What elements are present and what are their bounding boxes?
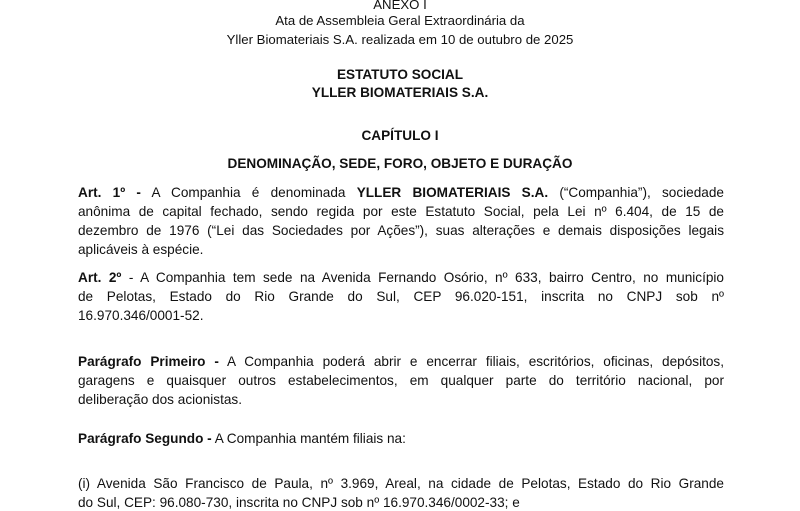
paragraph-second-line: [78, 429, 724, 448]
branch-item-1: [78, 474, 724, 511]
branch-item-1-line: (i) Avenida São Francisco de Paula, nº 3.969, Areal, na cidade de Pelotas, Estado do Rio Grande: [78, 476, 724, 491]
annex-label: ANEXO I: [373, 0, 427, 12]
article-2-line: de Pelotas, Estado do Rio Grande do Sul, CEP 96.020-151, inscrita no CNPJ sob nº: [78, 289, 724, 304]
statute-title: ESTATUTO SOCIAL: [336, 67, 464, 82]
paragraph-first-text: A Companhia poderá abrir e encerrar filiais, escritórios, oficinas, depósitos,: [218, 354, 724, 369]
chapter-label: CAPÍTULO I: [361, 128, 439, 143]
company-name: YLLER BIOMATERIAIS S.A.: [356, 185, 549, 200]
paragraph-first-lead: Parágrafo Primeiro -: [78, 354, 219, 369]
paragraph-first-line: garagens e quaisquer outros estabelecimentos, em qualquer parte do território nacional, por: [78, 373, 724, 388]
article-1-line: aplicáveis à espécie.: [78, 242, 204, 257]
paragraph-second-text: A Companhia mantém filiais na:: [211, 431, 406, 446]
minutes-subtitle: Yller Biomateriais S.A. realizada em 10 de outubro de 2025: [226, 32, 574, 47]
article-2-lead: Art. 2º: [78, 270, 122, 285]
paragraph-second: [78, 429, 724, 448]
paragraph-first: [78, 352, 724, 409]
minutes-title: Ata de Assembleia Geral Extraordinária da: [275, 13, 525, 28]
article-1: [78, 183, 724, 259]
paragraph-first-line: deliberação dos acionistas.: [78, 392, 242, 407]
article-2-text: - A Companhia tem sede na Avenida Fernando Osório, nº 633, bairro Centro, no município: [121, 270, 724, 285]
chapter-subtitle: DENOMINAÇÃO, SEDE, FORO, OBJETO E DURAÇÃO: [227, 156, 573, 171]
article-1-text: (“Companhia”), sociedade: [548, 185, 724, 200]
article-2-line: [78, 268, 724, 287]
paragraph-second-lead: Parágrafo Segundo -: [78, 431, 212, 446]
company-title: YLLER BIOMATERIAIS S.A.: [311, 85, 489, 100]
article-1-line: anônima de capital fechado, sendo regida por este Estatuto Social, pela Lei nº 6.404, de 15 de: [78, 204, 724, 219]
article-2: [78, 268, 724, 325]
paragraph-first-line: [78, 352, 724, 371]
branch-item-1-line: do Sul, CEP: 96.080-730, inscrita no CNPJ sob nº 16.970.346/0002-33; e: [78, 495, 520, 510]
article-1-lead: Art. 1º -: [78, 185, 141, 200]
article-2-line: 16.970.346/0001-52.: [78, 308, 204, 323]
article-1-line: [78, 183, 724, 202]
article-1-text: A Companhia é denominada: [140, 185, 357, 200]
article-1-line: dezembro de 1976 (“Lei das Sociedades por Ações”), suas alterações e demais disposições legais: [78, 223, 724, 238]
